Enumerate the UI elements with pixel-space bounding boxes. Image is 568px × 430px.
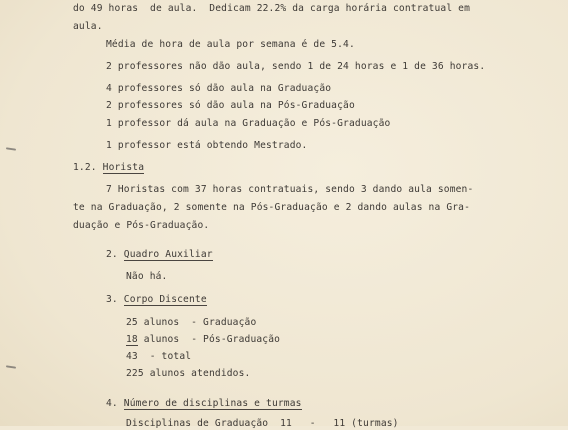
paragraph-line: aula. [73,21,103,32]
margin-mark [6,365,16,368]
underlined-count: 18 [126,334,138,345]
section-title: Corpo Discente [123,294,207,305]
section-title: Horista [102,162,145,173]
paragraph-line: do 49 horas de aula. Dedicam 22.2% da carga horária contratual em [73,3,471,14]
paragraph-line: 4 professores só dão aula na Graduação [106,83,332,94]
paragraph-line: Disciplinas de Graduação 11 - 11 (turmas) [126,418,399,429]
paragraph-line [126,334,280,346]
section-number: 2. [106,249,118,260]
paragraph-line: Não há. [126,271,168,282]
paragraph-line: 2 professores não dão aula, sendo 1 de 24 horas e 1 de 36 horas. [106,61,486,72]
line-text: alunos - Pós-Graduação [137,334,281,345]
paragraph-line: 25 alunos - Graduação [126,317,257,328]
section-heading [106,398,302,410]
section-number: 4. [106,398,118,409]
section-heading [106,249,213,261]
paragraph-line: 2 professores só dão aula na Pós-Graduação [106,100,355,111]
paragraph-line: duação e Pós-Graduação. [73,220,210,231]
section-number: 3. [106,294,118,305]
paragraph-line: 7 Horistas com 37 horas contratuais, sendo 3 dando aula somen- [106,184,474,195]
section-title: Quadro Auxiliar [123,249,213,260]
paragraph-line: 225 alunos atendidos. [126,368,251,379]
paragraph-line: te na Graduação, 2 somente na Pós-Graduação e 2 dando aulas na Gra- [73,202,471,213]
paragraph-line: Média de hora de aula por semana é de 5.4. [106,39,355,50]
section-number: 1.2. [73,162,97,173]
paragraph-line: 1 professor dá aula na Graduação e Pós-Graduação [106,118,391,129]
paragraph-line: 1 professor está obtendo Mestrado. [106,140,308,151]
paragraph-line: 43 - total [126,351,192,362]
section-heading [106,294,207,306]
section-title: Número de disciplinas e turmas [123,398,302,409]
margin-mark [6,147,16,150]
section-heading [73,162,144,174]
